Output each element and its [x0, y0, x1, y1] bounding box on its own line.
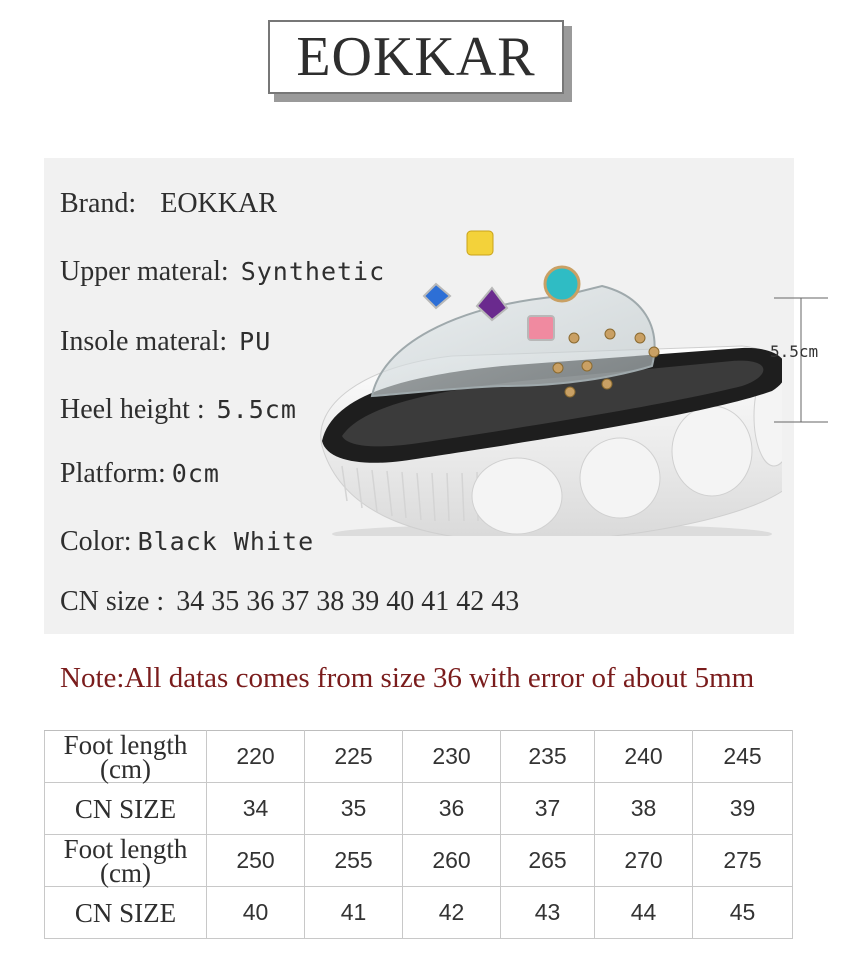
table-cell: 42 [403, 887, 501, 939]
brand-label: Brand: [60, 188, 137, 219]
table-row [45, 731, 793, 783]
spec-platform [60, 458, 220, 490]
cn-size-label: CN size : [60, 586, 165, 617]
insole-material-value: PU [239, 327, 272, 356]
spec-upper-material [60, 256, 385, 288]
platform-label: Platform: [60, 458, 166, 489]
table-row [45, 887, 793, 939]
table-cell: 36 [403, 783, 501, 835]
heel-dimension-marker [744, 296, 834, 426]
insole-material-label: Insole materal: [60, 326, 228, 357]
platform-value: 0cm [171, 459, 220, 488]
upper-material-value: Synthetic [240, 257, 386, 286]
table-cell: 260 [403, 835, 501, 887]
heel-height-value: 5.5cm [216, 395, 297, 424]
table-cell: 35 [305, 783, 403, 835]
color-label: Color: [60, 526, 132, 557]
heel-dimension-label: 5.5cm [770, 342, 819, 361]
table-cell: 245 [693, 731, 793, 783]
brand-value: EOKKAR [160, 188, 277, 219]
spec-brand [60, 188, 277, 220]
spec-panel [44, 158, 819, 634]
color-value: Black White [137, 527, 315, 556]
spec-insole-material [60, 326, 271, 358]
spec-color [60, 526, 314, 558]
foot-length-header: Foot length (cm) [45, 731, 207, 783]
measurement-note: Note:All datas comes from size 36 with error of about 5mm [60, 662, 755, 694]
spec-cn-size [60, 586, 519, 618]
heel-height-label: Heel height : [60, 394, 205, 425]
sole-bump [672, 406, 752, 496]
logo-box [268, 20, 564, 94]
table-cell: 44 [595, 887, 693, 939]
table-cell: 38 [595, 783, 693, 835]
table-row [45, 783, 793, 835]
table-cell: 235 [501, 731, 595, 783]
brand-logo [268, 20, 574, 104]
table-cell: 250 [207, 835, 305, 887]
spec-heel-height [60, 394, 297, 426]
table-cell: 45 [693, 887, 793, 939]
table-cell: 255 [305, 835, 403, 887]
cn-size-header: CN SIZE [45, 887, 207, 939]
table-cell: 275 [693, 835, 793, 887]
logo-text: EOKKAR [296, 26, 536, 88]
table-cell: 40 [207, 887, 305, 939]
table-cell: 265 [501, 835, 595, 887]
sole-bump [580, 438, 660, 518]
table-row [45, 835, 793, 887]
table-cell: 225 [305, 731, 403, 783]
table-cell: 270 [595, 835, 693, 887]
table-cell: 240 [595, 731, 693, 783]
foot-length-header: Foot length (cm) [45, 835, 207, 887]
table-cell: 230 [403, 731, 501, 783]
sole-bump [472, 458, 562, 534]
table-cell: 220 [207, 731, 305, 783]
cn-size-header: CN SIZE [45, 783, 207, 835]
table-cell: 37 [501, 783, 595, 835]
cn-size-value: 34 35 36 37 38 39 40 41 42 43 [176, 586, 520, 617]
table-cell: 41 [305, 887, 403, 939]
size-chart-table [44, 730, 793, 939]
table-cell: 34 [207, 783, 305, 835]
table-cell: 43 [501, 887, 595, 939]
upper-material-label: Upper materal: [60, 256, 229, 287]
table-cell: 39 [693, 783, 793, 835]
